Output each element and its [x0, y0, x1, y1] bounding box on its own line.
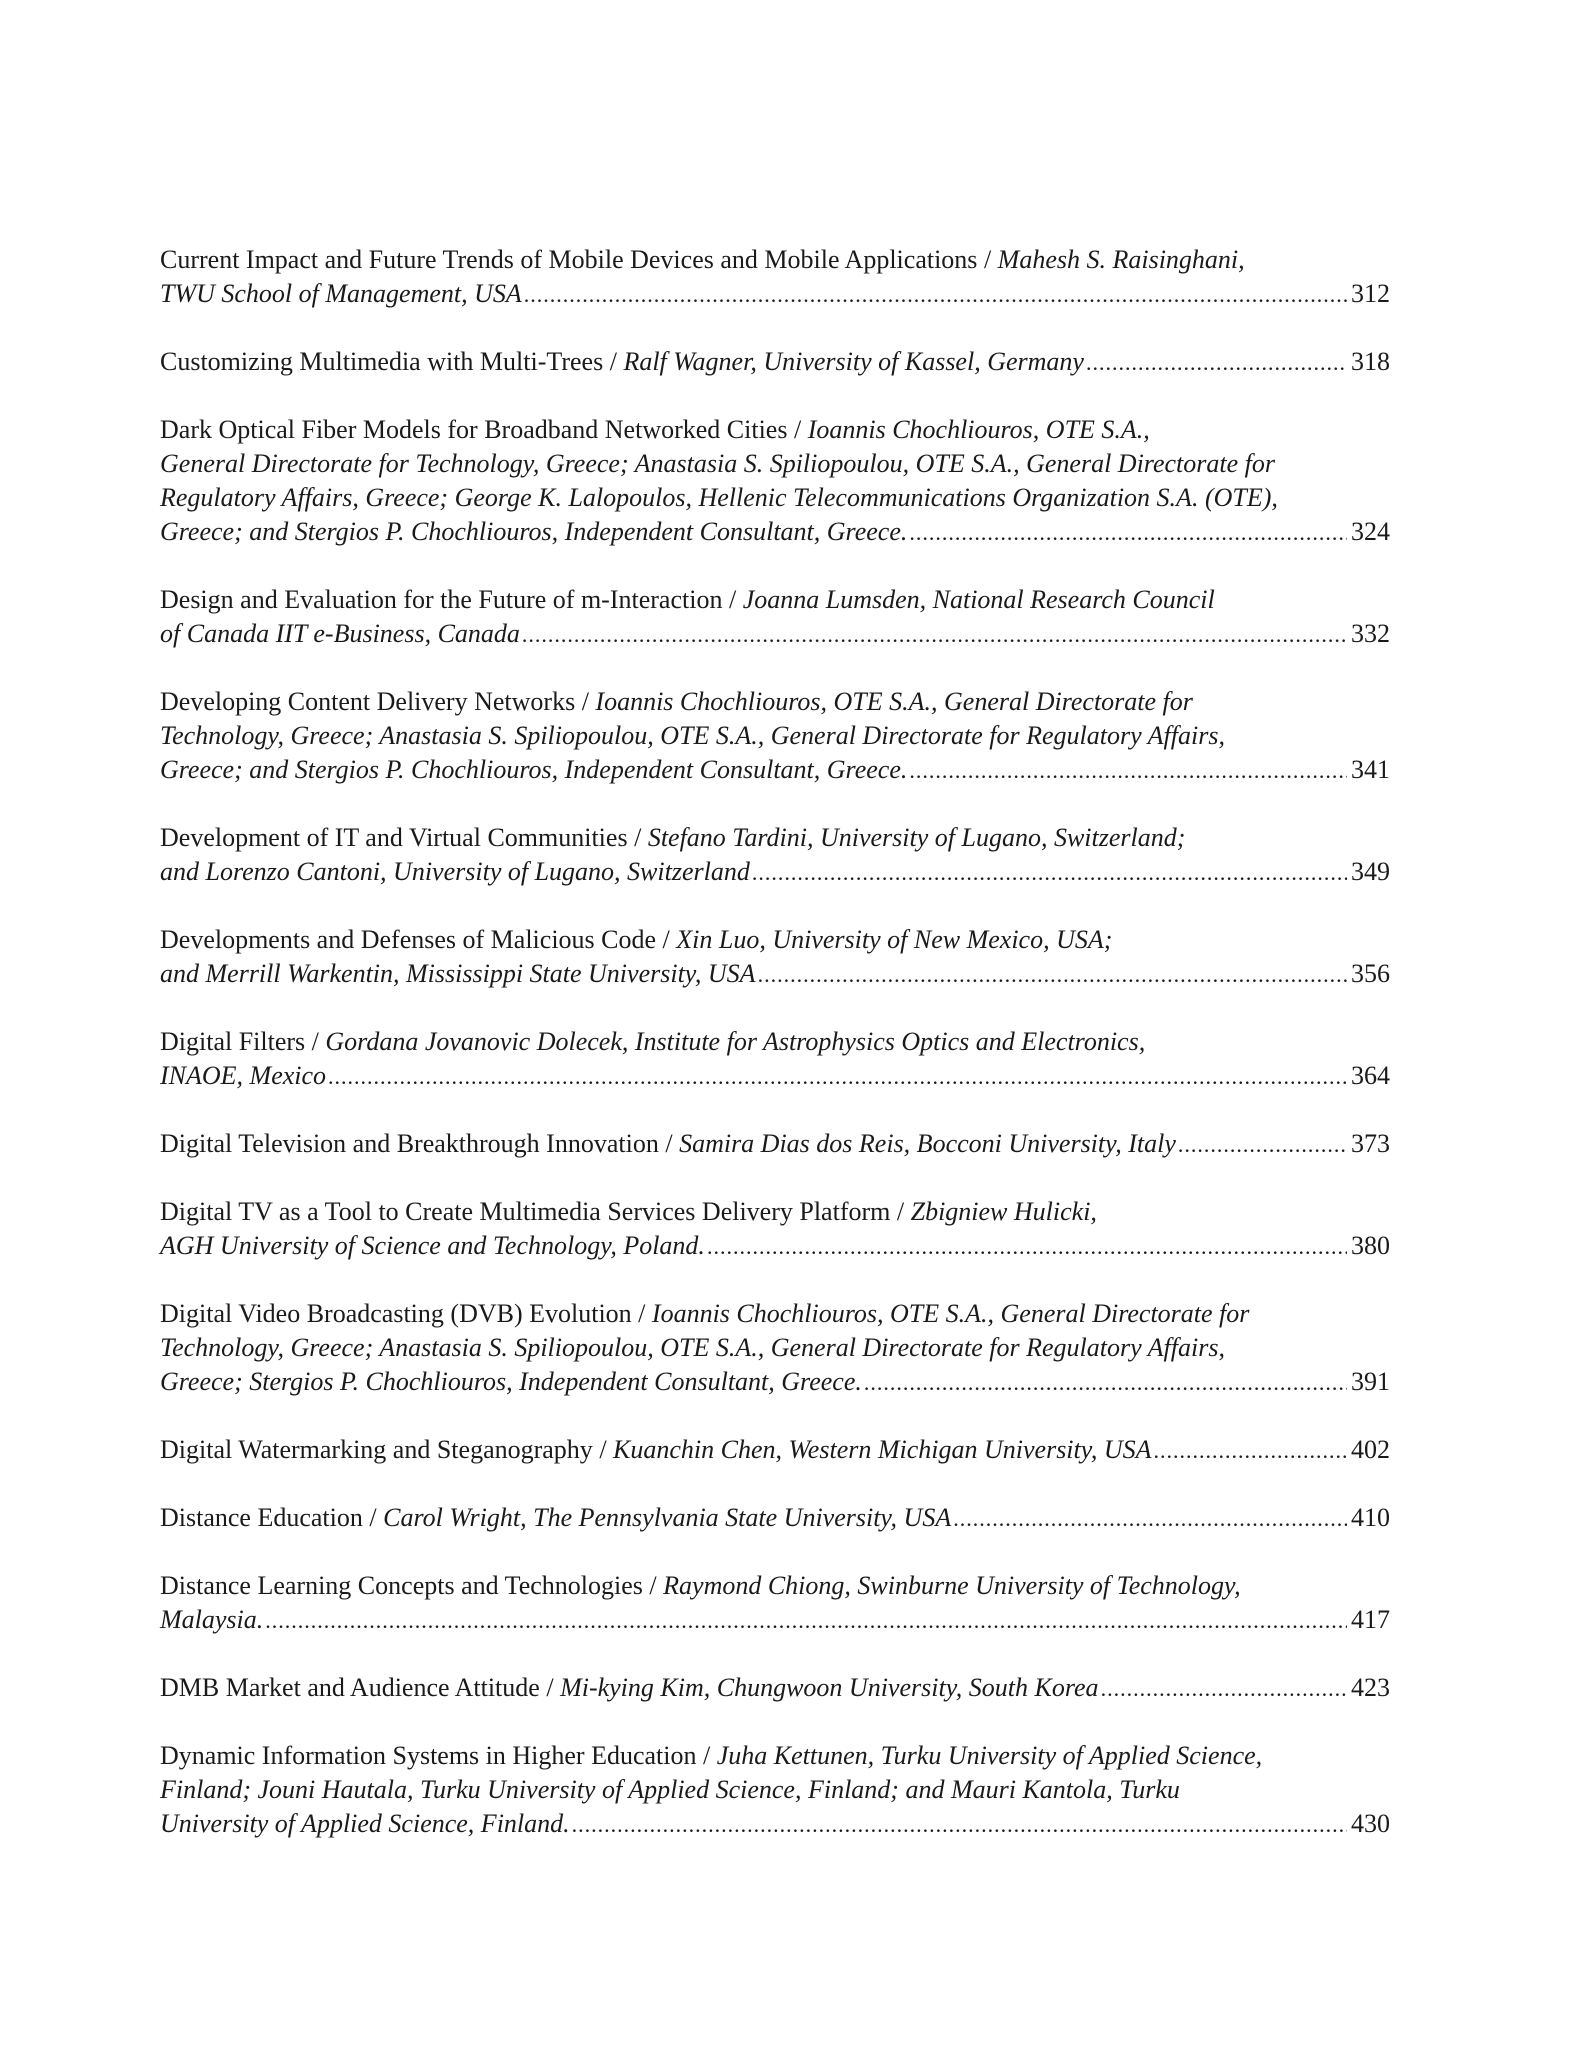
- toc-entry-authors-end: of Canada IIT e-Business, Canada: [160, 619, 520, 648]
- toc-entry-authors: Mi-kying Kim, Chungwoon University, South Korea: [560, 1673, 1099, 1702]
- toc-entry-title: Distance Learning Concepts and Technologies: [160, 1571, 643, 1600]
- dot-leader: [328, 1060, 1347, 1094]
- toc-entry: [160, 1195, 1390, 1264]
- toc-entry-last-line: [160, 617, 1390, 652]
- dot-leader: [522, 618, 1347, 652]
- toc-entry-authors: Samira Dias dos Reis, Bocconi University, Italy: [679, 1129, 1176, 1158]
- toc-entry-authors: Xin Luo, University of New Mexico, USA;: [676, 925, 1113, 954]
- toc-entry-last-line: [160, 515, 1390, 550]
- toc-entry-authors-end: and Lorenzo Cantoni, University of Lugano, Switzerland: [160, 857, 750, 886]
- toc-entry-authors-line: Technology, Greece; Anastasia S. Spiliopoulou, OTE S.A., General Directorate for Regulatory Affairs,: [160, 1333, 1225, 1362]
- toc-entry-first-line: Developing Content Delivery Networks / Ioannis Chochliouros, OTE S.A., General Directorate for: [160, 687, 1193, 716]
- toc-entry-authors-end: INAOE, Mexico: [160, 1061, 327, 1090]
- toc-entry-title: Digital Watermarking and Steganography: [160, 1435, 593, 1464]
- toc-entry-page: 417: [1351, 1605, 1390, 1634]
- dot-leader: [707, 1230, 1347, 1264]
- toc-entry-title: Current Impact and Future Trends of Mobile Devices and Mobile Applications: [160, 245, 978, 274]
- toc-entry-last-line: [160, 1059, 1390, 1094]
- toc-entry-page: 318: [1351, 347, 1390, 376]
- dot-leader: [953, 1502, 1347, 1536]
- toc-entry-last-line: [160, 1229, 1390, 1264]
- toc-entry-authors: Zbigniew Hulicki,: [910, 1197, 1097, 1226]
- dot-leader: [1178, 1128, 1347, 1162]
- toc-entry-authors: Ioannis Chochliouros, OTE S.A., General Directorate for: [595, 687, 1193, 716]
- toc-entry-first-line: Digital TV as a Tool to Create Multimedia Services Delivery Platform / Zbigniew Hulicki,: [160, 1197, 1097, 1226]
- toc-entry-last-line: [160, 1807, 1390, 1842]
- toc-entry-authors: Joanna Lumsden, National Research Council: [742, 585, 1215, 614]
- dot-leader: [1086, 346, 1347, 380]
- toc-entry-authors-line: Technology, Greece; Anastasia S. Spiliopoulou, OTE S.A., General Directorate for Regulatory Affairs,: [160, 721, 1225, 750]
- dot-leader: [909, 516, 1347, 550]
- toc-entry: [160, 685, 1390, 788]
- table-of-contents: [160, 243, 1390, 1875]
- toc-entry-title: Digital Filters: [160, 1027, 306, 1056]
- toc-entry-first-line: Current Impact and Future Trends of Mobile Devices and Mobile Applications / Mahesh S. Raisinghani,: [160, 245, 1245, 274]
- toc-entry-title: Digital Video Broadcasting (DVB) Evolution: [160, 1299, 632, 1328]
- toc-entry-authors: Kuanchin Chen, Western Michigan University, USA: [613, 1435, 1152, 1464]
- toc-entry-authors: Gordana Jovanovic Dolecek, Institute for Astrophysics Optics and Electronics,: [325, 1027, 1146, 1056]
- toc-entry-last-line: [160, 753, 1390, 788]
- toc-entry: [160, 1433, 1390, 1468]
- toc-entry: [160, 1501, 1390, 1536]
- toc-entry-authors: Mahesh S. Raisinghani,: [997, 245, 1245, 274]
- toc-entry-page: 391: [1351, 1367, 1390, 1396]
- toc-entry-authors-end: AGH University of Science and Technology, Poland.: [160, 1231, 705, 1260]
- toc-entry-single-line: Customizing Multimedia with Multi-Trees / Ralf Wagner, University of Kassel, Germany ..... 318: [160, 345, 1390, 380]
- toc-entry-authors: Juha Kettunen, Turku University of Applied Science,: [716, 1741, 1263, 1770]
- toc-entry-title: Developments and Defenses of Malicious Code: [160, 925, 657, 954]
- toc-entry-last-line: [160, 957, 1390, 992]
- toc-entry-authors-end: Greece; and Stergios P. Chochliouros, Independent Consultant, Greece.: [160, 517, 908, 546]
- toc-entry-single-line: Digital Television and Breakthrough Innovation / Samira Dias dos Reis, Bocconi University, Italy ..... 373: [160, 1127, 1390, 1162]
- dot-leader: [864, 1366, 1347, 1400]
- dot-leader: [1101, 1672, 1347, 1706]
- toc-entry-authors-end: University of Applied Science, Finland.: [160, 1809, 570, 1838]
- dot-leader: [572, 1808, 1347, 1842]
- toc-entry-authors: Carol Wright, The Pennsylvania State University, USA: [383, 1503, 952, 1532]
- toc-entry-authors-end: Malaysia.: [160, 1605, 264, 1634]
- toc-entry-last-line: [160, 1365, 1390, 1400]
- toc-entry-title: Distance Education: [160, 1503, 363, 1532]
- toc-entry: [160, 1025, 1390, 1094]
- toc-entry-title: Digital Television and Breakthrough Innovation: [160, 1129, 659, 1158]
- toc-entry: [160, 1569, 1390, 1638]
- toc-entry-first-line: Dynamic Information Systems in Higher Education / Juha Kettunen, Turku University of Applied Science,: [160, 1741, 1263, 1770]
- toc-entry-last-line: [160, 1603, 1390, 1638]
- dot-leader: [909, 754, 1347, 788]
- toc-entry-title: Developing Content Delivery Networks: [160, 687, 576, 716]
- toc-entry-single-line: DMB Market and Audience Attitude / Mi-kying Kim, Chungwoon University, South Korea ..... 423: [160, 1671, 1390, 1706]
- dot-leader: [1154, 1434, 1347, 1468]
- toc-entry-authors: Ioannis Chochliouros, OTE S.A., General Directorate for: [651, 1299, 1250, 1328]
- toc-entry-page: 341: [1351, 755, 1390, 784]
- toc-entry-page: 380: [1351, 1231, 1390, 1260]
- toc-entry: [160, 1127, 1390, 1162]
- toc-entry-page: 423: [1351, 1673, 1390, 1702]
- dot-leader: [524, 278, 1347, 312]
- toc-entry: [160, 413, 1390, 550]
- toc-entry-last-line: [160, 855, 1390, 890]
- toc-entry-authors-end: Greece; Stergios P. Chochliouros, Independent Consultant, Greece.: [160, 1367, 862, 1396]
- toc-entry-authors: Ralf Wagner, University of Kassel, Germany: [623, 347, 1084, 376]
- toc-entry-authors-line: Finland; Jouni Hautala, Turku University of Applied Science, Finland; and Mauri Kantola, Turku: [160, 1775, 1180, 1804]
- toc-entry: [160, 1739, 1390, 1842]
- toc-entry-first-line: Development of IT and Virtual Communities / Stefano Tardini, University of Lugano, Switzerland;: [160, 823, 1186, 852]
- toc-entry-authors: Raymond Chiong, Swinburne University of Technology,: [663, 1571, 1241, 1600]
- toc-entry-first-line: Design and Evaluation for the Future of m-Interaction / Joanna Lumsden, National Research Council: [160, 585, 1215, 614]
- toc-entry-title: Design and Evaluation for the Future of m-Interaction: [160, 585, 723, 614]
- toc-entry-title: Development of IT and Virtual Communities: [160, 823, 628, 852]
- toc-entry-page: 410: [1351, 1503, 1390, 1532]
- toc-entry-authors-line: Regulatory Affairs, Greece; George K. Lalopoulos, Hellenic Telecommunications Organization S.A. (OTE),: [160, 483, 1278, 512]
- toc-entry-page: 430: [1351, 1809, 1390, 1838]
- toc-entry-page: 324: [1351, 517, 1390, 546]
- toc-entry-last-line: [160, 277, 1390, 312]
- toc-entry: [160, 345, 1390, 380]
- toc-entry-first-line: Dark Optical Fiber Models for Broadband Networked Cities / Ioannis Chochliouros, OTE S.A.,: [160, 415, 1150, 444]
- toc-entry: [160, 243, 1390, 312]
- toc-entry-page: 356: [1351, 959, 1390, 988]
- toc-entry-first-line: Digital Video Broadcasting (DVB) Evolution / Ioannis Chochliouros, OTE S.A., General Directorate for: [160, 1299, 1250, 1328]
- dot-leader: [265, 1604, 1347, 1638]
- toc-entry: [160, 583, 1390, 652]
- dot-leader: [752, 856, 1347, 890]
- toc-entry-authors: Stefano Tardini, University of Lugano, Switzerland;: [647, 823, 1186, 852]
- toc-entry-title: Dark Optical Fiber Models for Broadband Networked Cities: [160, 415, 788, 444]
- toc-entry-page: 402: [1351, 1435, 1390, 1464]
- toc-entry-title: Dynamic Information Systems in Higher Education: [160, 1741, 697, 1770]
- toc-entry-authors-end: and Merrill Warkentin, Mississippi State University, USA: [160, 959, 756, 988]
- toc-entry-page: 349: [1351, 857, 1390, 886]
- toc-entry-authors-end: TWU School of Management, USA: [160, 279, 522, 308]
- toc-entry-title: DMB Market and Audience Attitude: [160, 1673, 540, 1702]
- toc-entry-first-line: Digital Filters / Gordana Jovanovic Dolecek, Institute for Astrophysics Optics and Electronics,: [160, 1027, 1146, 1056]
- toc-entry: [160, 923, 1390, 992]
- toc-entry-first-line: Developments and Defenses of Malicious Code / Xin Luo, University of New Mexico, USA;: [160, 925, 1113, 954]
- toc-entry: [160, 821, 1390, 890]
- toc-entry-authors: Ioannis Chochliouros, OTE S.A.,: [807, 415, 1150, 444]
- toc-entry-first-line: Distance Learning Concepts and Technologies / Raymond Chiong, Swinburne University of Technology,: [160, 1571, 1241, 1600]
- toc-entry-title: Customizing Multimedia with Multi-Trees: [160, 347, 604, 376]
- toc-entry-authors-end: Greece; and Stergios P. Chochliouros, Independent Consultant, Greece.: [160, 755, 908, 784]
- toc-entry-page: 332: [1351, 619, 1390, 648]
- toc-entry-single-line: Distance Education / Carol Wright, The Pennsylvania State University, USA ..... 410: [160, 1501, 1390, 1536]
- toc-entry-single-line: Digital Watermarking and Steganography / Kuanchin Chen, Western Michigan University, USA ..... 402: [160, 1433, 1390, 1468]
- toc-entry-authors-line: General Directorate for Technology, Greece; Anastasia S. Spiliopoulou, OTE S.A., General Directorate for: [160, 449, 1275, 478]
- toc-entry-page: 364: [1351, 1061, 1390, 1090]
- dot-leader: [758, 958, 1347, 992]
- toc-entry-title: Digital TV as a Tool to Create Multimedia Services Delivery Platform: [160, 1197, 891, 1226]
- toc-entry-page: 373: [1351, 1129, 1390, 1158]
- toc-entry: [160, 1297, 1390, 1400]
- toc-entry: [160, 1671, 1390, 1706]
- toc-entry-page: 312: [1351, 279, 1390, 308]
